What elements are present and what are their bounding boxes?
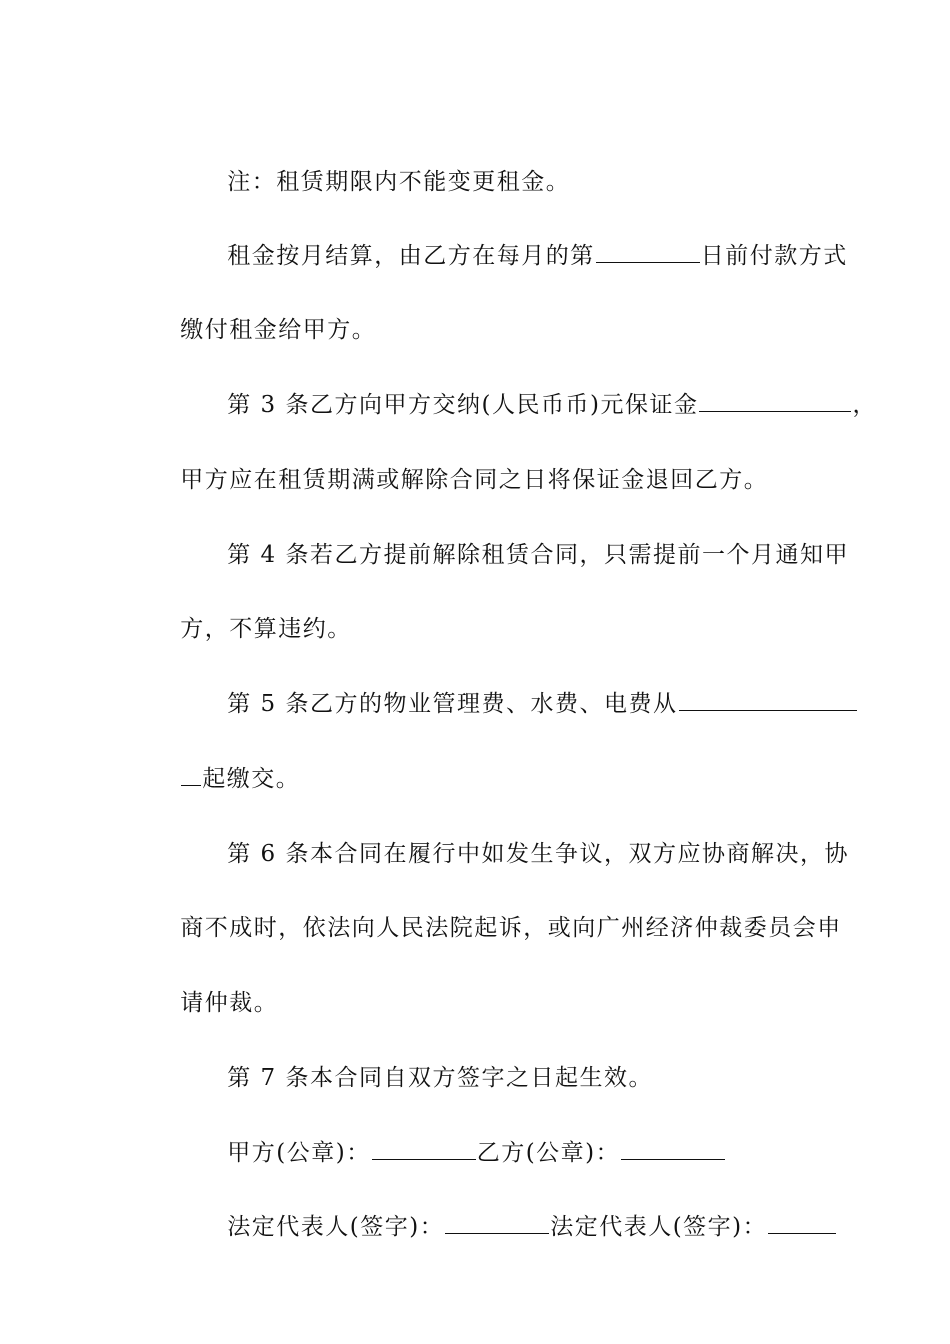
party-a-rep-label: 法定代表人(签字)： xyxy=(227,1214,445,1240)
article-4-text-a: 第 4 条若乙方提前解除租赁合同，只需提前一个月通知甲 xyxy=(227,542,850,568)
article-6-text-b: 商不成时，依法向人民法院起诉，或向广州经济仲裁委员会申 xyxy=(180,915,842,941)
note-text: 注：租赁期限内不能变更租金。 xyxy=(227,169,571,195)
party-a-seal-blank xyxy=(372,1139,476,1160)
party-b-seal-blank xyxy=(621,1139,725,1160)
article-5-text-b: 起缴交。 xyxy=(202,766,301,792)
payment-day-blank xyxy=(596,242,700,263)
article-3-text-a: 第 3 条乙方向甲方交纳(人民币币)元保证金 xyxy=(227,392,699,418)
party-b-rep-blank xyxy=(768,1213,836,1234)
fee-start-date-blank xyxy=(679,690,857,711)
rent-payment-text-b: 日前付款方式 xyxy=(700,243,848,269)
article-4-text-b: 方，不算违约。 xyxy=(180,616,352,642)
article-5-text-a: 第 5 条乙方的物业管理费、水费、电费从 xyxy=(227,691,678,717)
party-b-rep-label: 法定代表人(签字)： xyxy=(550,1214,768,1240)
rent-payment-text-a: 租金按月结算，由乙方在每月的第 xyxy=(227,243,595,269)
deposit-amount-blank xyxy=(699,391,851,412)
rent-payment-text-c: 缴付租金给甲方。 xyxy=(180,317,377,343)
party-a-rep-blank xyxy=(445,1213,549,1234)
fee-start-date-blank-cont xyxy=(181,765,201,786)
party-b-seal-label: 乙方(公章)： xyxy=(476,1140,621,1166)
article-3-text-b: ， xyxy=(852,392,877,418)
article-6-text-c: 请仲裁。 xyxy=(180,990,279,1016)
party-a-seal-label: 甲方(公章)： xyxy=(227,1140,371,1166)
article-3-text-c: 甲方应在租赁期满或解除合同之日将保证金退回乙方。 xyxy=(180,467,769,493)
representative-signature-line xyxy=(192,1182,837,1272)
article-6-text-a: 第 6 条本合同在履行中如发生争议，双方应协商解决，协 xyxy=(227,841,850,867)
article-7-text: 第 7 条本合同自双方签字之日起生效。 xyxy=(227,1065,654,1091)
